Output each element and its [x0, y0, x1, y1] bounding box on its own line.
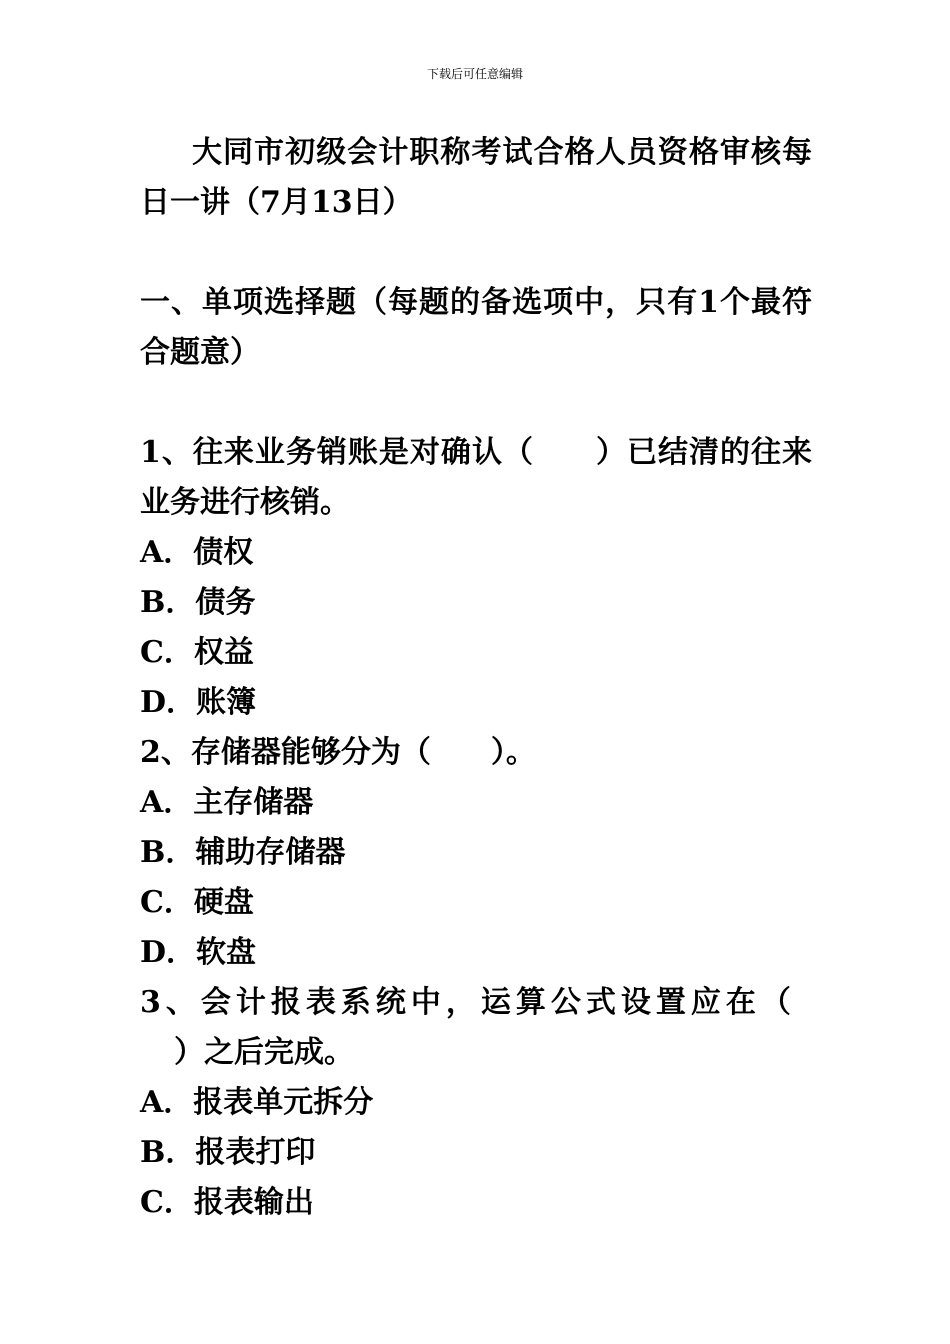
- option-a: A．报表单元拆分: [140, 1085, 374, 1120]
- question-stem: 1、往来业务销账是对确认（ ）已结清的往来业务进行核销。: [140, 435, 812, 520]
- option-a: A．债权: [140, 535, 254, 570]
- question-1: [140, 428, 812, 728]
- option-d: D．账簿: [140, 685, 257, 720]
- option-b: B．报表打印: [140, 1135, 316, 1170]
- option-b: B．债务: [140, 585, 256, 620]
- question-stem: 3、会计报表系统中，运算公式设置应在（: [140, 985, 796, 1020]
- question-3: [140, 978, 812, 1228]
- option-c: C．硬盘: [140, 885, 254, 920]
- option-d: D．软盘: [140, 935, 257, 970]
- document-body: [140, 128, 812, 1228]
- question-stem: 2、存储器能够分为（ ）。: [140, 735, 536, 770]
- option-b: B．辅助存储器: [140, 835, 346, 870]
- question-2: [140, 728, 812, 978]
- question-stem-continuation: ）之后完成。: [174, 1035, 354, 1070]
- option-a: A．主存储器: [140, 785, 314, 820]
- document-title: 大同市初级会计职称考试合格人员资格审核每日一讲（7月13日）: [140, 135, 812, 220]
- option-c: C．权益: [140, 635, 254, 670]
- page-header-note: 下载后可任意编辑: [426, 67, 523, 81]
- section-heading: 一、单项选择题（每题的备选项中，只有1个最符合题意）: [140, 285, 812, 370]
- option-c: C．报表输出: [140, 1185, 314, 1220]
